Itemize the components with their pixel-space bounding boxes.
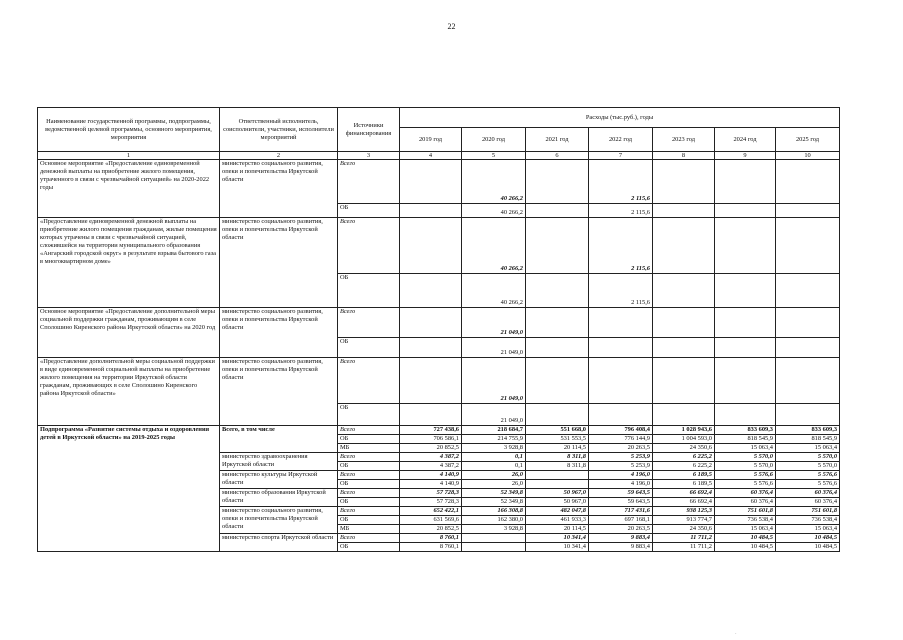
value-cell <box>526 218 589 274</box>
value-cell: 6 189,5 <box>653 480 715 489</box>
value-cell: 5 570,0 <box>776 462 840 471</box>
value-cell: 776 144,9 <box>589 435 653 444</box>
value-cell: 6 225,2 <box>653 453 715 462</box>
header-year: 2020 год <box>462 128 526 152</box>
value-cell <box>400 358 462 404</box>
value-cell: 26,0 <box>462 480 526 489</box>
funding-source: Всего <box>338 471 400 480</box>
value-cell <box>715 338 776 358</box>
value-cell: 706 586,1 <box>400 435 462 444</box>
funding-source: ОБ <box>338 204 400 218</box>
value-cell <box>653 404 715 426</box>
value-cell <box>715 308 776 338</box>
responsible-executor: министерство спорта Иркутской области <box>220 534 338 552</box>
value-cell <box>715 160 776 204</box>
funding-source: Всего <box>338 218 400 274</box>
responsible-executor: Всего, в том числе <box>220 426 338 453</box>
responsible-executor: министерство социального развития, опеки и попечительства Иркутской области <box>220 507 338 534</box>
value-cell: 6 225,2 <box>653 462 715 471</box>
responsible-executor: министерство здравоохранения Иркутской области <box>220 453 338 471</box>
value-cell: 4 140,9 <box>400 480 462 489</box>
value-cell <box>776 160 840 204</box>
value-cell: 9 883,4 <box>589 534 653 543</box>
value-cell: 5 570,0 <box>776 453 840 462</box>
funding-source: ОБ <box>338 338 400 358</box>
value-cell: 40 266,2 <box>462 204 526 218</box>
measure-name: «Предоставление дополнительной меры социальной поддержки в виде единовременной социальной выплаты на приобретение жилого помещения на территории Иркутской области гражданам, проживающих в селе Сполошино Киренского района Иркутской области» <box>38 358 220 426</box>
value-cell <box>776 404 840 426</box>
value-cell: 531 553,5 <box>526 435 589 444</box>
responsible-executor: министерство социального развития, опеки и попечительства Иркутской области <box>220 358 338 426</box>
value-cell: 1 004 593,0 <box>653 435 715 444</box>
value-cell: 833 609,3 <box>715 426 776 435</box>
value-cell: 631 569,6 <box>400 516 462 525</box>
value-cell <box>653 358 715 404</box>
value-cell <box>776 308 840 338</box>
value-cell: 21 049,0 <box>462 358 526 404</box>
header-year: 2025 год <box>776 128 840 152</box>
value-cell <box>589 404 653 426</box>
value-cell: 52 349,8 <box>462 498 526 507</box>
value-cell: 833 609,3 <box>776 426 840 435</box>
value-cell: 461 933,3 <box>526 516 589 525</box>
value-cell: 2 115,6 <box>589 204 653 218</box>
funding-source: ОБ <box>338 498 400 507</box>
value-cell: 15 063,4 <box>715 444 776 453</box>
value-cell: 5 576,6 <box>715 480 776 489</box>
value-cell <box>526 480 589 489</box>
value-cell: 21 049,0 <box>462 404 526 426</box>
value-cell: 8 760,1 <box>400 543 462 552</box>
measure-name: Основное мероприятие «Предоставление единовременной денежной выплаты на приобретение жилого помещения, утраченного в связи с чрезвычайной ситуацией» на 2020-2022 годы <box>38 160 220 218</box>
column-number: 5 <box>462 152 526 160</box>
value-cell <box>526 274 589 308</box>
value-cell <box>715 204 776 218</box>
value-cell: 60 376,4 <box>715 498 776 507</box>
value-cell: 20 263,5 <box>589 444 653 453</box>
value-cell <box>776 338 840 358</box>
value-cell: 24 350,6 <box>653 525 715 534</box>
value-cell: 40 266,2 <box>462 274 526 308</box>
value-cell: 10 484,5 <box>776 534 840 543</box>
table-row <box>38 358 840 404</box>
funding-source: ОБ <box>338 274 400 308</box>
value-cell: 24 350,6 <box>653 444 715 453</box>
value-cell: 5 576,6 <box>715 471 776 480</box>
funding-source: Всего <box>338 453 400 462</box>
value-cell: 5 253,9 <box>589 453 653 462</box>
value-cell: 5 576,6 <box>776 480 840 489</box>
funding-source: Всего <box>338 358 400 404</box>
value-cell: 20 114,5 <box>526 444 589 453</box>
funding-source: ОБ <box>338 435 400 444</box>
value-cell: 1 028 943,6 <box>653 426 715 435</box>
value-cell: 214 755,9 <box>462 435 526 444</box>
table-row <box>38 308 840 338</box>
subprogram-name: Подпрограмма «Развитие системы отдыха и оздоровления детей в Иркутской области» на 2019-2025 годы <box>38 426 220 552</box>
value-cell <box>400 404 462 426</box>
funding-source: МБ <box>338 444 400 453</box>
funding-source: ОБ <box>338 516 400 525</box>
value-cell <box>400 204 462 218</box>
measure-name: «Предоставление единовременной денежной выплаты на приобретение жилого помещения гражданам, жилые помещения которых утрачены в связи с чрезвычайной ситуацией, сложившейся на территории муниципального образования «Ангарский городской округ» в результате взрыва бытового газа в многоквартирном доме» <box>38 218 220 308</box>
value-cell: 0,1 <box>462 453 526 462</box>
value-cell: 751 601,8 <box>776 507 840 516</box>
header-year: 2023 год <box>653 128 715 152</box>
value-cell: 40 266,2 <box>462 160 526 204</box>
value-cell: 21 049,0 <box>462 338 526 358</box>
value-cell: 15 063,4 <box>715 525 776 534</box>
value-cell <box>526 358 589 404</box>
value-cell: 50 967,0 <box>526 498 589 507</box>
header-year: 2024 год <box>715 128 776 152</box>
value-cell: 913 774,7 <box>653 516 715 525</box>
header-sources: Источники финансирования <box>338 108 400 152</box>
funding-source: ОБ <box>338 462 400 471</box>
header-year: 2022 год <box>589 128 653 152</box>
value-cell: 736 538,4 <box>776 516 840 525</box>
header-expenses: Расходы (тыс.руб.), годы <box>400 108 840 128</box>
value-cell: 66 692,4 <box>653 498 715 507</box>
value-cell <box>526 471 589 480</box>
value-cell: 4 196,0 <box>589 480 653 489</box>
column-number: 4 <box>400 152 462 160</box>
value-cell: 162 380,0 <box>462 516 526 525</box>
value-cell <box>715 274 776 308</box>
value-cell: 20 852,5 <box>400 444 462 453</box>
table-row <box>38 160 840 204</box>
value-cell: 4 387,2 <box>400 453 462 462</box>
value-cell: 59 643,5 <box>589 498 653 507</box>
value-cell: 4 196,0 <box>589 471 653 480</box>
value-cell: 26,0 <box>462 471 526 480</box>
value-cell <box>526 338 589 358</box>
value-cell <box>462 543 526 552</box>
value-cell <box>589 358 653 404</box>
value-cell: 218 684,7 <box>462 426 526 435</box>
value-cell: 40 266,2 <box>462 218 526 274</box>
value-cell: 482 047,8 <box>526 507 589 516</box>
value-cell: 5 570,0 <box>715 453 776 462</box>
value-cell: 52 349,8 <box>462 489 526 498</box>
value-cell: 3 928,8 <box>462 444 526 453</box>
responsible-executor: министерство социального развития, опеки и попечительства Иркутской области <box>220 218 338 308</box>
funding-source: ОБ <box>338 543 400 552</box>
value-cell: 11 711,2 <box>653 534 715 543</box>
value-cell <box>526 308 589 338</box>
value-cell: 10 484,5 <box>715 534 776 543</box>
table-row <box>38 426 840 435</box>
value-cell: 2 115,6 <box>589 274 653 308</box>
value-cell: 818 545,9 <box>776 435 840 444</box>
header-year: 2019 год <box>400 128 462 152</box>
responsible-executor: министерство социального развития, опеки и попечительства Иркутской области <box>220 308 338 358</box>
page-number: 22 <box>447 22 456 31</box>
value-cell: 8 311,8 <box>526 453 589 462</box>
value-cell: 717 431,6 <box>589 507 653 516</box>
column-number: 6 <box>526 152 589 160</box>
value-cell: 60 376,4 <box>776 498 840 507</box>
value-cell: 21 049,0 <box>462 308 526 338</box>
value-cell: 57 728,3 <box>400 489 462 498</box>
value-cell <box>400 308 462 338</box>
funding-source: Всего <box>338 534 400 543</box>
value-cell: 5 570,0 <box>715 462 776 471</box>
value-cell <box>715 218 776 274</box>
value-cell <box>526 404 589 426</box>
value-cell: 15 063,4 <box>776 525 840 534</box>
funding-source: Всего <box>338 507 400 516</box>
value-cell <box>400 218 462 274</box>
table-row <box>38 218 840 274</box>
value-cell: 5 576,6 <box>776 471 840 480</box>
header-year: 2021 год <box>526 128 589 152</box>
value-cell: 6 189,5 <box>653 471 715 480</box>
value-cell: 818 545,9 <box>715 435 776 444</box>
funding-source: Всего <box>338 308 400 338</box>
value-cell <box>653 218 715 274</box>
value-cell: 50 967,0 <box>526 489 589 498</box>
value-cell: 4 387,2 <box>400 462 462 471</box>
value-cell: 57 728,3 <box>400 498 462 507</box>
responsible-executor: министерство образования Иркутской области <box>220 489 338 507</box>
value-cell: 66 692,4 <box>653 489 715 498</box>
value-cell <box>653 274 715 308</box>
value-cell: 60 376,4 <box>715 489 776 498</box>
value-cell <box>653 204 715 218</box>
value-cell: 166 308,8 <box>462 507 526 516</box>
column-number: 10 <box>776 152 840 160</box>
responsible-executor: министерство культуры Иркутской области <box>220 471 338 489</box>
value-cell <box>589 338 653 358</box>
value-cell <box>400 338 462 358</box>
value-cell <box>400 274 462 308</box>
budget-table <box>37 107 840 552</box>
header-responsible: Ответственный исполнитель, соисполнители, участники, исполнители мероприятий <box>220 108 338 152</box>
funding-source: ОБ <box>338 480 400 489</box>
value-cell <box>653 338 715 358</box>
value-cell <box>653 308 715 338</box>
value-cell: 20 114,5 <box>526 525 589 534</box>
value-cell: 2 115,6 <box>589 160 653 204</box>
value-cell: 652 422,1 <box>400 507 462 516</box>
value-cell: 751 601,8 <box>715 507 776 516</box>
funding-source: Всего <box>338 489 400 498</box>
measure-name: Основное мероприятие «Предоставление дополнительной меры социальной поддержки гражданам, проживающим в селе Сполошино Киренского района Иркутской области» на 2020 год <box>38 308 220 358</box>
value-cell <box>462 534 526 543</box>
value-cell <box>776 204 840 218</box>
value-cell: 10 341,4 <box>526 543 589 552</box>
column-number: 8 <box>653 152 715 160</box>
column-number: 7 <box>589 152 653 160</box>
value-cell: 10 484,5 <box>715 543 776 552</box>
column-number: 1 <box>38 152 220 160</box>
header-name: Наименование государственной программы, подпрограммы, ведомственной целевой программы, основного мероприятия, мероприятия <box>38 108 220 152</box>
scan-mark: · <box>735 632 737 637</box>
value-cell <box>589 308 653 338</box>
value-cell: 10 484,5 <box>776 543 840 552</box>
value-cell: 796 408,4 <box>589 426 653 435</box>
column-number: 3 <box>338 152 400 160</box>
value-cell: 60 376,4 <box>776 489 840 498</box>
value-cell: 20 852,5 <box>400 525 462 534</box>
value-cell <box>653 160 715 204</box>
value-cell: 8 311,8 <box>526 462 589 471</box>
budget-table-container <box>37 107 839 552</box>
value-cell <box>776 218 840 274</box>
value-cell: 20 263,5 <box>589 525 653 534</box>
value-cell: 697 168,1 <box>589 516 653 525</box>
funding-source: МБ <box>338 525 400 534</box>
funding-source: Всего <box>338 426 400 435</box>
value-cell: 5 253,9 <box>589 462 653 471</box>
value-cell: 9 883,4 <box>589 543 653 552</box>
value-cell: 3 928,8 <box>462 525 526 534</box>
funding-source: ОБ <box>338 404 400 426</box>
value-cell: 11 711,2 <box>653 543 715 552</box>
value-cell: 8 760,1 <box>400 534 462 543</box>
responsible-executor: министерство социального развития, опеки и попечительства Иркутской области <box>220 160 338 218</box>
value-cell: 736 538,4 <box>715 516 776 525</box>
value-cell: 59 643,5 <box>589 489 653 498</box>
funding-source: Всего <box>338 160 400 204</box>
column-number: 9 <box>715 152 776 160</box>
value-cell <box>715 404 776 426</box>
value-cell: 2 115,6 <box>589 218 653 274</box>
value-cell <box>526 204 589 218</box>
value-cell: 10 341,4 <box>526 534 589 543</box>
value-cell <box>715 358 776 404</box>
value-cell <box>776 358 840 404</box>
value-cell: 0,1 <box>462 462 526 471</box>
value-cell: 727 438,6 <box>400 426 462 435</box>
value-cell <box>526 160 589 204</box>
value-cell: 4 140,9 <box>400 471 462 480</box>
value-cell <box>400 160 462 204</box>
value-cell: 15 063,4 <box>776 444 840 453</box>
value-cell <box>776 274 840 308</box>
value-cell: 551 668,0 <box>526 426 589 435</box>
value-cell: 938 125,3 <box>653 507 715 516</box>
column-number: 2 <box>220 152 338 160</box>
